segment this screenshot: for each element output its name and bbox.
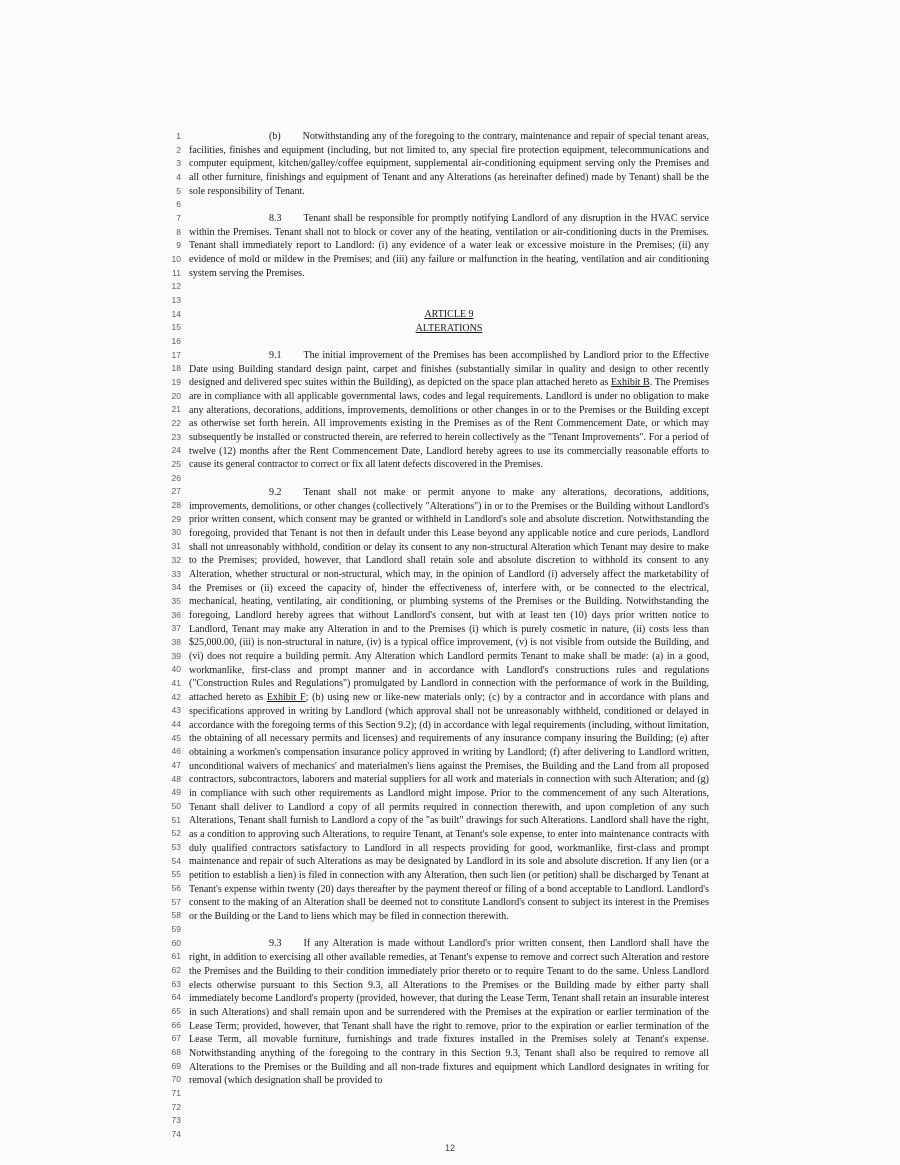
line-number: 28 bbox=[171, 500, 181, 511]
line-number: 20 bbox=[171, 390, 181, 401]
article-title: ARTICLE 9 bbox=[424, 308, 474, 320]
line-number: 35 bbox=[171, 595, 181, 606]
line-number: 38 bbox=[171, 636, 181, 647]
line-number: 29 bbox=[171, 513, 181, 524]
line-number: 1 bbox=[176, 131, 181, 141]
line-number: 57 bbox=[171, 896, 181, 907]
line-number: 58 bbox=[171, 910, 181, 921]
paragraph-text: Tenant shall not make or permit anyone to make any alterations, decorations, additions, improvements, demolitions, or other changes (collectively "Alterations") in or to the Premises or the Building without Landlord's prior written consent, which consent may be granted or withheld in Landlord's sole and absolute discretion. Notwithstanding the foregoing, provided that Tenant is not then in default under this Lease beyond any applicable notice and cure periods, Landlord shall not unreasonably withhold, condition or delay its consent to any non-structural Alteration which Tenant may desire to make to the Premises; provided, however, that Landlord shall retain sole and absolute discretion to withhold its consent to any Alteration, whether structural or non-structural, which may, in the opinion of Landlord (i) adversely affect the marketability of the Premises or (ii) exceed the capacity of, hinder the effectiveness of, interfere with, or be connected to the electrical, mechanical, heating, ventilating, air conditioning, or plumbing systems of the Premises or the Building. Notwithstanding the foregoing, Landlord hereby agrees that without Landlord's consent, but with at least ten (10) days prior written notice to Landlord, Tenant may make any Alteration in and to the Premises (i) which is purely cosmetic in nature, (ii) costs less than $25,000.00, (iii) is non-structural in nature, (iv) is a typical office improvement, (v) is not visible from outside the Building, and (vi) does not require a building permit. Any Alteration which Landlord permits Tenant to make shall be made: (a) in a good, workmanlike, first-class and prompt manner and in accordance with Landlord's constructions rules and regulations ("Construction Rules and Regulations") promulgated by Landlord in connection with the performance of work in the Building, attached hereto as bbox=[189, 486, 709, 704]
line-number: 52 bbox=[171, 828, 181, 839]
paragraph-8-3 bbox=[189, 212, 709, 280]
page-number: 12 bbox=[444, 1143, 455, 1153]
line-number: 48 bbox=[171, 773, 181, 784]
line-number: 66 bbox=[171, 1019, 181, 1030]
line-number: 55 bbox=[171, 869, 181, 880]
line-number: 7 bbox=[176, 213, 181, 224]
line-number: 60 bbox=[171, 937, 181, 948]
line-number: 73 bbox=[171, 1115, 181, 1126]
line-number: 54 bbox=[171, 855, 181, 866]
paragraph-9-1 bbox=[189, 349, 709, 472]
line-number: 46 bbox=[171, 746, 181, 757]
paragraph-text: Notwithstanding any of the foregoing to the contrary, maintenance and repair of special tenant areas, facilities, finishes and equipment (including, but not limited to, any special fire protection equipment, telecommunications and computer equipment, kitchen/galley/coffee equipment, supplemental air-conditioning equipment serving only the Premises and all other furniture, finishings and equipment of Tenant and any Alterations (as hereinafter defined) made by Tenant) shall be the sole responsibility of Tenant. bbox=[189, 131, 709, 197]
line-number: 43 bbox=[171, 705, 181, 716]
line-number: 74 bbox=[171, 1129, 181, 1140]
line-number: 61 bbox=[171, 951, 181, 962]
line-number: 16 bbox=[171, 336, 181, 347]
paragraph-text: Tenant shall be responsible for promptly notifying Landlord of any disruption in the HVAC service within the Premises. Tenant shall not to block or cover any of the heating, ventilation or air-conditioning ducts in the Premises. Tenant shall immediately report to Landlord: (i) any evidence of a water leak or excessive moisture in the Premises; (ii) any evidence of mold or mildew in the Premises; and (iii) any failure or malfunction in the heating, ventilation and air conditioning system serving the Premises. bbox=[189, 213, 709, 279]
line-number: 21 bbox=[171, 404, 181, 415]
line-number: 9 bbox=[176, 240, 181, 251]
line-number: 51 bbox=[171, 814, 181, 825]
line-number: 10 bbox=[171, 254, 181, 265]
paragraph-number: (b) bbox=[269, 131, 281, 142]
line-number: 40 bbox=[171, 664, 181, 675]
line-number: 25 bbox=[171, 459, 181, 470]
line-number: 22 bbox=[171, 418, 181, 429]
line-number: 31 bbox=[171, 541, 181, 552]
line-number: 13 bbox=[171, 295, 181, 306]
line-number: 4 bbox=[176, 172, 181, 183]
paragraph-9-2 bbox=[189, 486, 709, 924]
line-number: 45 bbox=[171, 732, 181, 743]
paragraph-number: 9.3 bbox=[269, 938, 282, 950]
line-number: 5 bbox=[176, 185, 181, 196]
line-number: 44 bbox=[171, 718, 181, 729]
line-number: 30 bbox=[171, 527, 181, 538]
line-number: 14 bbox=[171, 308, 181, 319]
exhibit-f-reference: Exhibit F bbox=[266, 692, 306, 704]
paragraph-text: ; (b) using new or like-new materials only; (c) by a contractor and in accordance with plans and specifications approved in writing by Landlord (which approval shall not be unreasonably withheld, conditioned or delayed in accordance with the foregoing terms of this Section 9.2); (d) in accordance with legal requirements (including, without limitation, the obtaining of all necessary permits and licenses) and requirements of any insurance company insuring the Building; (e) after obtaining a workmen's compensation insurance policy approved in writing by Landlord; (f) after delivering to Landlord written, unconditional waivers of mechanics' and materialmen's liens against the Premises, the Building and the Land from all proposed contractors, subcontractors, laborers and material suppliers for all work and materials in connection with such Alteration; and (g) in compliance with such other requirements as Landlord might impose. Prior to the commencement of any such Alterations, Tenant shall deliver to Landlord a copy of all permits required in connection therewith, and upon completion of any such Alterations, Tenant shall furnish to Landlord a copy of the "as built" drawings for such Alterations. Landlord shall have the right, as a condition to approving such Alterations, to require Tenant, at Tenant's sole expense, to enter into maintenance contracts with duly qualified contractors satisfactory to Landlord in all respects providing for good, workmanlike, first-class and prompt maintenance and repair of such Alterations as may be designated by Landlord in its sole and absolute discretion. If any lien (or a petition to establish a lien) is filed in connection with any Alteration, then such lien (or petition) shall be discharged by Tenant at Tenant's expense within twenty (20) days thereafter by the payment thereof or filing of a bond acceptable to Landlord. Landlord's consent to the making of an Alteration shall be deemed not to constitute Landlord's consent to subject its interest in the Premises or the Building or the Land to liens which may be filed in connection therewith. bbox=[189, 692, 709, 923]
line-number: 26 bbox=[171, 472, 181, 483]
line-number: 71 bbox=[171, 1088, 181, 1099]
line-number: 19 bbox=[171, 377, 181, 388]
line-number-gutter bbox=[165, 130, 181, 1142]
line-number: 47 bbox=[171, 759, 181, 770]
exhibit-b-reference: Exhibit B bbox=[610, 377, 650, 389]
line-number: 39 bbox=[171, 650, 181, 661]
line-number: 70 bbox=[171, 1074, 181, 1085]
paragraph-text: The initial improvement of the Premises has been accomplished by Landlord prior to the Effective Date using Building standard design paint, carpet and finishes (substantially similar in quality and design to other recently designed and delivered spec suites within the Building), as depicted on the space plan attached hereto as bbox=[189, 349, 709, 389]
line-number: 8 bbox=[176, 226, 181, 237]
line-number: 64 bbox=[171, 992, 181, 1003]
paragraph-number: 8.3 bbox=[269, 213, 282, 225]
line-number: 65 bbox=[171, 1006, 181, 1016]
line-number: 42 bbox=[171, 691, 181, 702]
line-number: 36 bbox=[171, 609, 181, 620]
paragraph-number: 9.1 bbox=[269, 349, 282, 361]
line-number: 68 bbox=[171, 1047, 181, 1058]
line-number: 69 bbox=[171, 1060, 181, 1071]
line-number: 15 bbox=[171, 322, 181, 333]
document-body bbox=[189, 130, 709, 1088]
paragraph-text: If any Alteration is made without Landlord's prior written consent, then Landlord shall have the right, in addition to exercising all other available remedies, at Tenant's expense to remove and correct such Alteration and restore the Premises and the Building to their condition immediately prior thereto or to require Tenant to do the same. Unless Landlord elects otherwise pursuant to this Section 9.3, all Alterations to the Premises or the Building made by either party shall immediately become Landlord's property (provided, however, that during the Lease Term, Tenant shall retain an insurable interest in such Alterations) and shall remain upon and be surrendered with the Premises at the expiration or earlier termination of the Lease Term; provided, however, that Tenant shall have the right to remove, prior to the expiration or earlier termination of the Lease Term, all movable furniture, furnishings and trade fixtures installed in the Premises solely at Tenant's expense. Notwithstanding anything of the foregoing to the contrary in this Section 9.3, Tenant shall also be required to remove all Alterations to the Premises or the Building and all non-trade fixtures and equipment which Landlord designates in writing for removal (which designation shall be provided to bbox=[189, 938, 709, 1087]
line-number: 27 bbox=[171, 486, 181, 497]
line-number: 33 bbox=[171, 568, 181, 579]
line-number: 63 bbox=[171, 978, 181, 989]
paragraph-text: . The Premises are in compliance with all applicable governmental laws, codes and legal requirements. Landlord is under no obligation to make any alterations, decorations, additions, improvements, demolitions or other changes in or to the Premises or the Building except as otherwise set forth herein. All improvements existing in the Premises as of the Rent Commencement Date, or which may subsequently be installed or constructed therein, are referred to herein collectively as the "Tenant Improvements". For a period of twelve (12) months after the Rent Commencement Date, Landlord hereby agrees to use its commercially reasonable efforts to cause its general contractor to correct or fix all latent defects discovered in the Premises. bbox=[189, 377, 710, 471]
line-number: 37 bbox=[171, 623, 181, 634]
line-number: 3 bbox=[176, 158, 181, 169]
line-number: 49 bbox=[171, 787, 181, 798]
article-subtitle: ALTERATIONS bbox=[415, 322, 483, 334]
line-number: 59 bbox=[171, 923, 181, 934]
line-number: 56 bbox=[171, 882, 181, 893]
line-number: 11 bbox=[172, 267, 181, 278]
line-number: 32 bbox=[171, 554, 181, 565]
paragraph-number: 9.2 bbox=[269, 486, 282, 498]
line-number: 53 bbox=[171, 841, 181, 852]
line-number: 67 bbox=[171, 1033, 181, 1044]
line-number: 6 bbox=[176, 199, 181, 210]
line-number: 12 bbox=[171, 281, 181, 292]
line-number: 34 bbox=[171, 582, 181, 593]
line-number: 50 bbox=[171, 800, 181, 811]
line-number: 62 bbox=[171, 964, 181, 975]
paragraph-b bbox=[189, 130, 709, 198]
line-number: 17 bbox=[171, 349, 181, 360]
line-number: 72 bbox=[171, 1101, 181, 1112]
line-number: 18 bbox=[171, 363, 181, 374]
paragraph-9-3 bbox=[189, 937, 709, 1088]
line-number: 2 bbox=[176, 144, 181, 155]
line-number: 24 bbox=[171, 445, 181, 456]
line-number: 23 bbox=[171, 431, 181, 442]
line-number: 41 bbox=[171, 677, 181, 688]
